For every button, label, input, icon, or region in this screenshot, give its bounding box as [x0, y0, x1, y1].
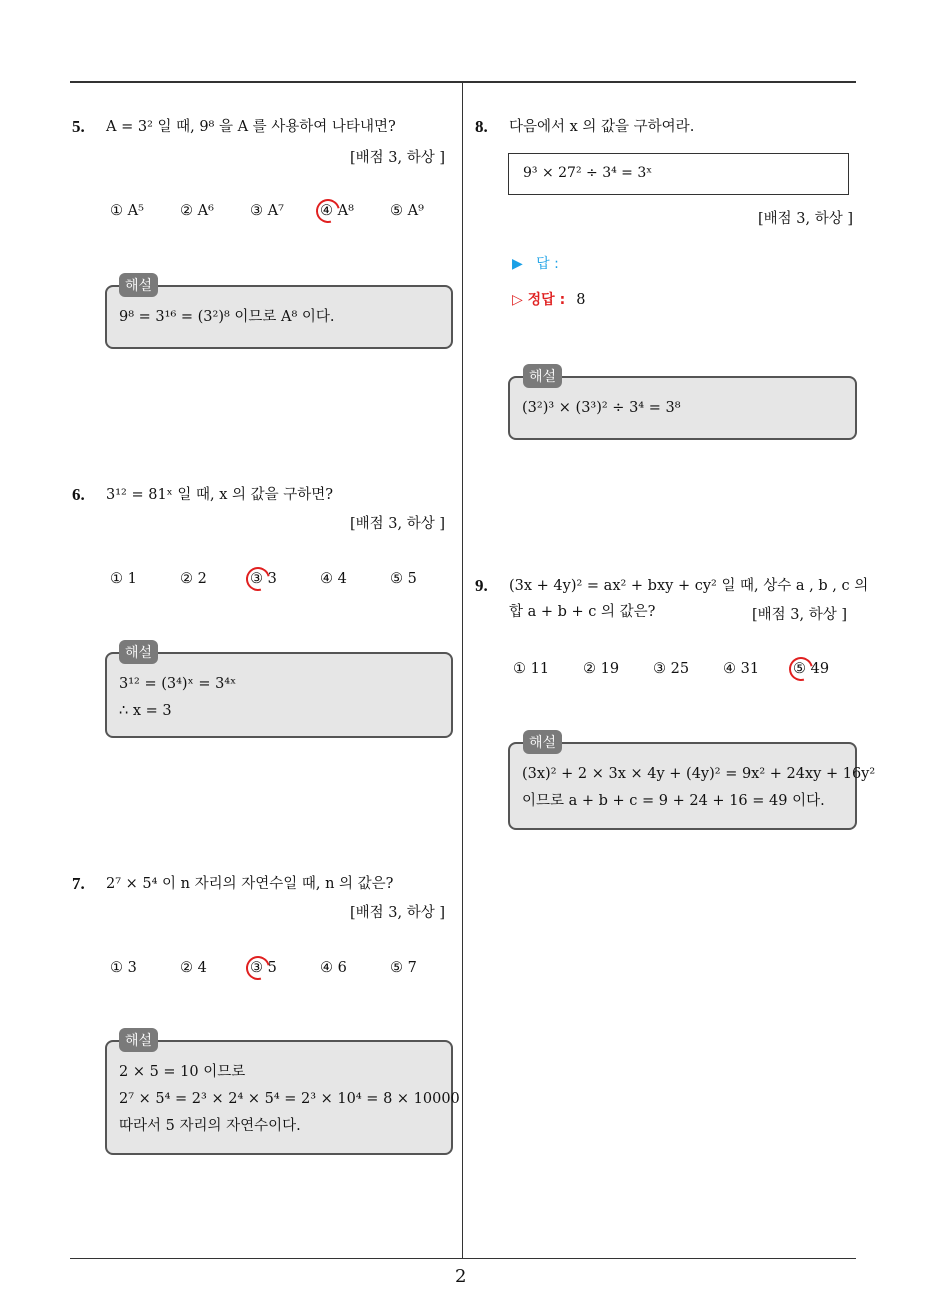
solution-line: 3¹² = (3⁴)ˣ = 3⁴ˣ: [119, 676, 237, 692]
choice-5[interactable]: ⑤ 7: [390, 960, 417, 976]
choice-4[interactable]: ④ A⁸: [320, 203, 390, 219]
choice-4[interactable]: ④ 4: [320, 571, 347, 587]
question-number: 7.: [72, 874, 85, 893]
choices: [110, 203, 450, 219]
answer-mark-icon: [242, 563, 275, 596]
choice-3[interactable]: ③ 25: [653, 661, 690, 677]
answer-input-label[interactable]: ▶ 답 :: [512, 256, 559, 272]
answer-mark-icon: [312, 195, 345, 228]
choice-1[interactable]: ① A⁵: [110, 203, 144, 219]
correct-value: 8: [576, 292, 586, 308]
choice-1[interactable]: ① 11: [513, 661, 550, 677]
question-stem-line-1: (3x + 4y)² = ax² + bxy + cy² 일 때, 상수 a , b , c 의: [509, 578, 869, 594]
page-number: 2: [455, 1266, 467, 1287]
solution-line: 2⁷ × 5⁴ = 2³ × 2⁴ × 5⁴ = 2³ × 10⁴ = 8 × 10000: [119, 1091, 460, 1107]
score-label: [배점 3, 하상 ]: [350, 905, 446, 921]
answer-mark-icon: [785, 653, 818, 686]
score-label: [배점 3, 하상 ]: [752, 607, 848, 623]
choice-2[interactable]: ② 4: [180, 960, 207, 976]
solution-line: (3x)² + 2 × 3x × 4y + (4y)² = 9x² + 24xy + 16y²: [522, 766, 876, 782]
solution-tag: 해설: [119, 273, 158, 297]
solution-box: [508, 742, 876, 830]
solution-line: 2 × 5 = 10 이므로: [119, 1064, 246, 1080]
choice-4[interactable]: ④ 6: [320, 960, 347, 976]
solution-line: 이므로 a + b + c = 9 + 24 + 16 = 49 이다.: [522, 793, 825, 809]
top-rule: [70, 81, 856, 83]
solution-box: [105, 1040, 460, 1155]
question-number: 5.: [72, 117, 85, 136]
solution-box: [105, 652, 453, 738]
question-stem: 3¹² = 81ˣ 일 때, x 의 값을 구하면?: [106, 487, 334, 503]
solution-tag: 해설: [119, 1028, 158, 1052]
column-divider: [462, 83, 463, 1258]
choice-3[interactable]: ③ A⁷: [250, 203, 284, 219]
choice-2[interactable]: ② A⁶: [180, 203, 214, 219]
solution-tag: 해설: [523, 730, 562, 754]
solution-line: 9⁸ = 3¹⁶ = (3²)⁸ 이므로 A⁸ 이다.: [119, 309, 335, 325]
choice-1[interactable]: ① 3: [110, 960, 137, 976]
choice-3[interactable]: ③ 3: [250, 571, 320, 587]
choices: [513, 661, 853, 677]
question-stem: A = 3² 일 때, 9⁸ 을 A 를 사용하여 나타내면?: [106, 119, 396, 135]
correct-label: ▷ 정답 :: [512, 292, 566, 308]
score-label: [배점 3, 하상 ]: [758, 211, 854, 227]
solution-tag: 해설: [119, 640, 158, 664]
choice-1[interactable]: ① 1: [110, 571, 137, 587]
bottom-rule: [70, 1258, 856, 1259]
question-number: 6.: [72, 485, 85, 504]
question-stem: 2⁷ × 5⁴ 이 n 자리의 자연수일 때, n 의 값은?: [106, 876, 394, 892]
correct-answer: [512, 289, 586, 309]
question-stem-line-2: 합 a + b + c 의 값은?: [509, 604, 656, 620]
solution-line: (3²)³ × (3³)² ÷ 3⁴ = 3⁸: [522, 400, 681, 416]
score-label: [배점 3, 하상 ]: [350, 150, 446, 166]
answer-mark-icon: [242, 952, 275, 985]
solution-tag: 해설: [523, 364, 562, 388]
equation: 9³ × 27² ÷ 3⁴ = 3ˣ: [523, 165, 653, 181]
question-stem: 다음에서 x 의 값을 구하여라.: [509, 119, 695, 135]
choice-5[interactable]: ⑤ 49: [793, 661, 853, 677]
choice-2[interactable]: ② 19: [583, 661, 620, 677]
question-number: 9.: [475, 576, 488, 595]
solution-line: 따라서 5 자리의 자연수이다.: [119, 1118, 301, 1134]
question-number: 8.: [475, 117, 488, 136]
choice-4[interactable]: ④ 31: [723, 661, 760, 677]
equation-box: [508, 153, 849, 195]
score-label: [배점 3, 하상 ]: [350, 516, 446, 532]
choice-3[interactable]: ③ 5: [250, 960, 320, 976]
solution-line: ∴ x = 3: [119, 703, 172, 719]
choice-2[interactable]: ② 2: [180, 571, 207, 587]
solution-box: [105, 285, 453, 349]
choice-5[interactable]: ⑤ A⁹: [390, 203, 424, 219]
choices: [110, 571, 450, 587]
choices: [110, 960, 450, 976]
choice-5[interactable]: ⑤ 5: [390, 571, 417, 587]
